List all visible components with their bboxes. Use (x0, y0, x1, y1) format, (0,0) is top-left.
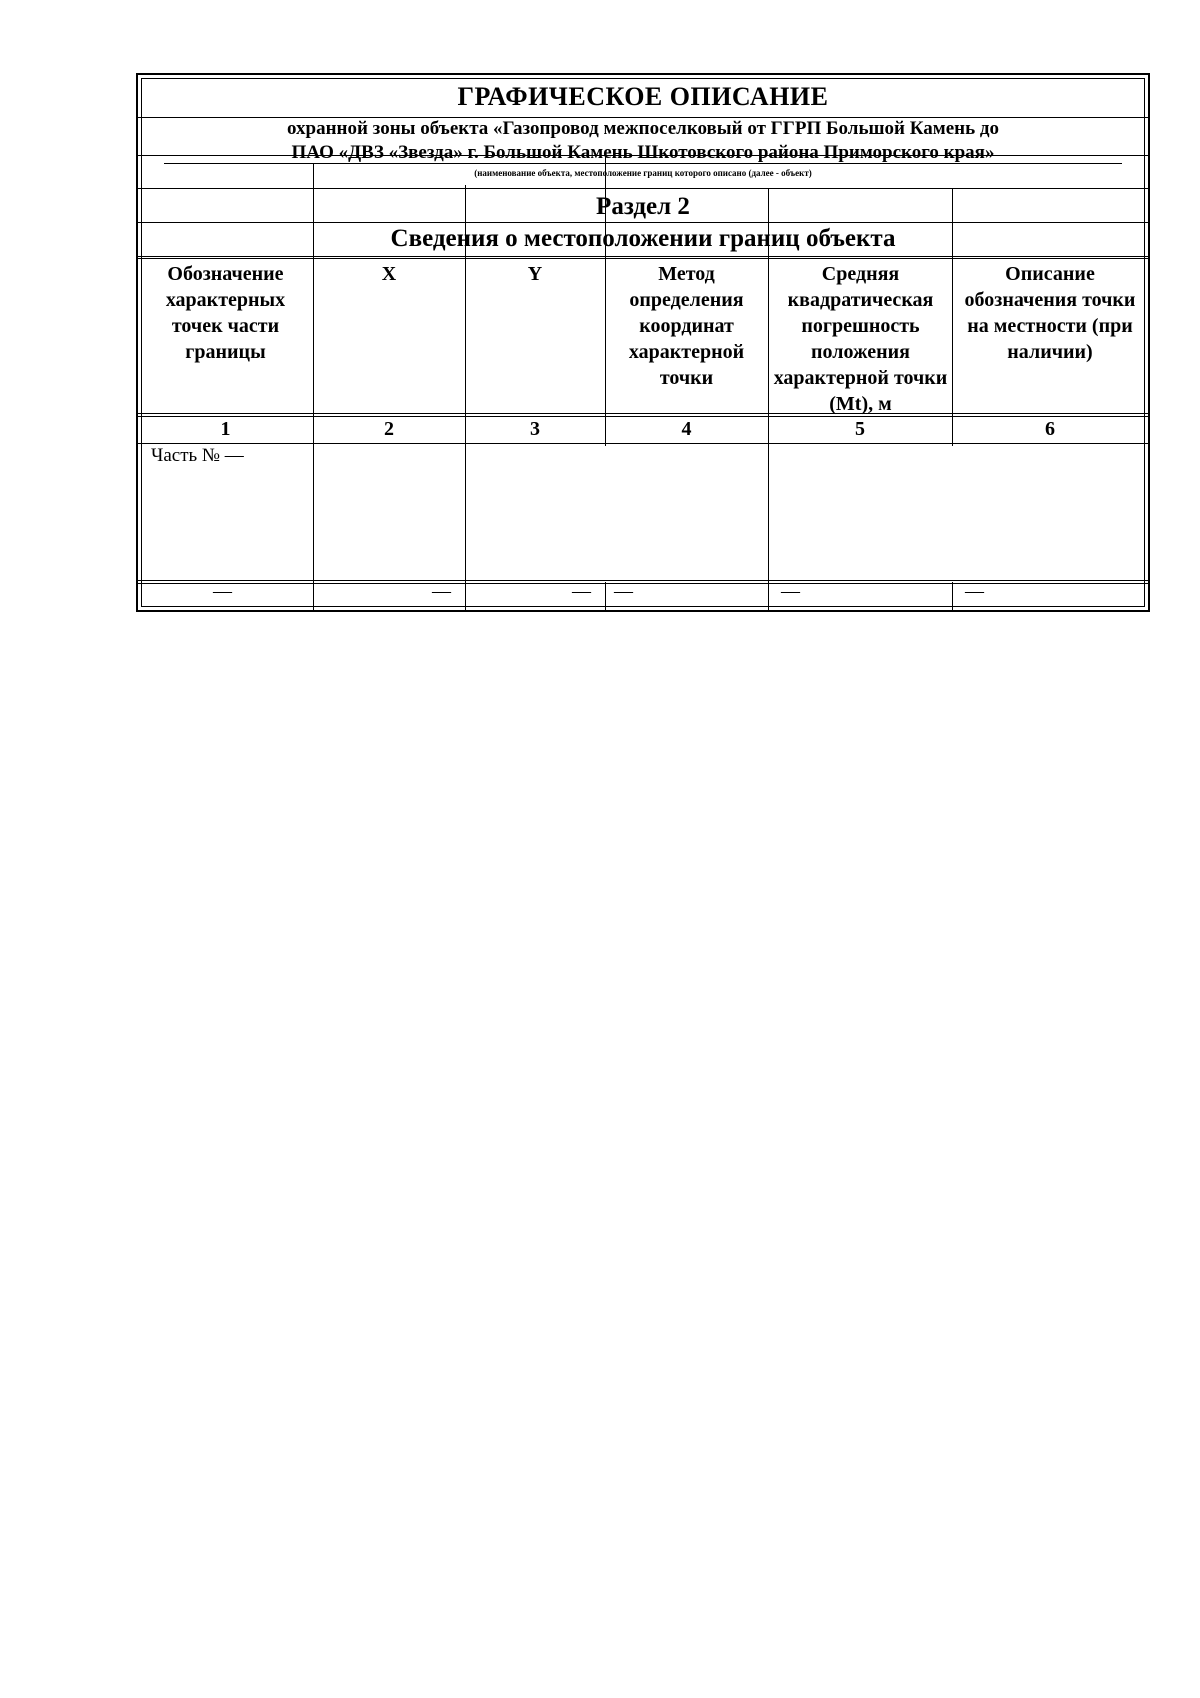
row-value-description: — (965, 581, 984, 602)
header-description: Описание обозначения точки на местности (при наличии) (964, 263, 1136, 363)
document-title: ГРАФИЧЕСКОЕ ОПИСАНИЕ (457, 82, 829, 111)
column-line (605, 582, 606, 612)
column-number-1: 1 (220, 418, 231, 440)
header-y: Y (527, 263, 543, 285)
graphic-description-form (136, 73, 1150, 612)
column-number-2: 2 (384, 418, 394, 440)
subtitle-line-1: охранной зоны объекта «Газопровод межпоселковый от ГГРП Большой Камень до (287, 118, 999, 139)
column-line (313, 163, 314, 612)
column-number-3: 3 (530, 418, 540, 440)
object-caption: (наименование объекта, местоположение границ которого описано (далее - объект) (474, 168, 812, 178)
section-number: Раздел 2 (596, 193, 690, 220)
row-value-mean-error: — (781, 581, 800, 602)
divider (138, 155, 1148, 156)
underline (164, 163, 1122, 164)
column-number-4: 4 (681, 418, 692, 440)
divider (138, 443, 1148, 444)
divider (138, 413, 1148, 414)
divider (138, 188, 1148, 189)
subtitle-line-2: ПАО «ДВЗ «Звезда» г. Большой Камень Шкотовского района Приморского края» (291, 142, 995, 163)
divider (138, 580, 1148, 581)
divider (138, 583, 1148, 584)
header-point-designation: Обозначение характерных точек части границы (165, 263, 286, 363)
divider (138, 258, 1148, 259)
header-x: X (381, 263, 397, 285)
divider (138, 256, 1148, 257)
column-number-5: 5 (855, 418, 865, 440)
column-line (465, 185, 466, 612)
divider (138, 416, 1148, 417)
part-label: Часть № — (151, 445, 244, 466)
divider (138, 222, 1148, 223)
row-value-point: — (213, 581, 232, 602)
column-line (768, 188, 769, 612)
column-line (952, 582, 953, 612)
section-title: Сведения о местоположении границ объекта (390, 225, 896, 252)
column-number-6: 6 (1045, 418, 1055, 440)
row-value-y: — (572, 581, 591, 602)
header-method: Метод определения координат характерной точки (628, 263, 745, 389)
row-value-method: — (614, 581, 633, 602)
header-mean-error: Средняя квадратическая погрешность положения характерной точки (Mt), м (773, 263, 948, 415)
row-value-x: — (432, 581, 451, 602)
